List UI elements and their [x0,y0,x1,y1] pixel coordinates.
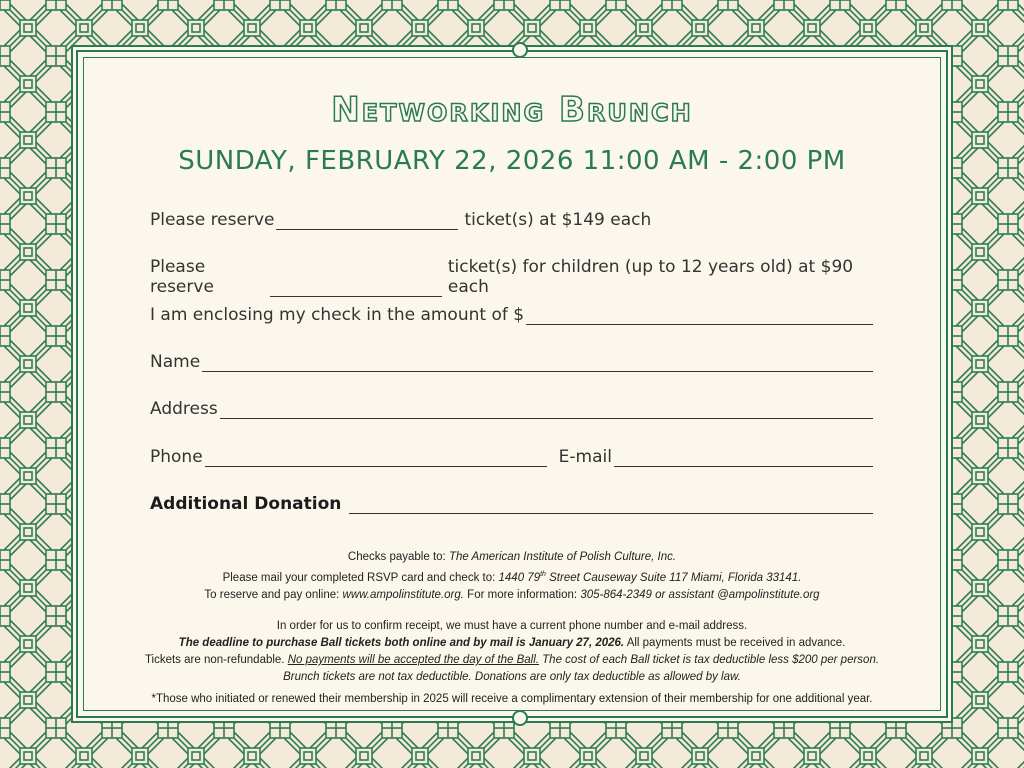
donation-field[interactable] [349,495,873,514]
nonrefund-text: Tickets are non-refundable. [144,654,285,666]
check-amount-label: I am enclosing my check in the amount of $ [150,305,525,325]
online-url-link[interactable]: www.ampolinstitute.org. [342,588,464,601]
address-line [150,399,875,419]
mail-address-suffix: th [540,571,546,578]
checks-payable-line [78,549,946,566]
deadline-rest: All payments must be received in advance. [626,637,846,649]
event-date-line: SUNDAY, FEBRUARY 22, 2026 11:00 AM - 2:00 PM [178,146,846,176]
rsvp-card [76,50,948,718]
reserve-child-prefix: Please reserve [150,257,214,297]
tax-ball-text: The cost of each Ball ticket is tax deductible less $200 per person. [542,654,880,666]
deadline-line [78,635,946,652]
checks-payable-prefix: Checks payable to: [347,551,446,563]
phone-label: Phone [150,447,203,467]
confirm-text: In order for us to confirm receipt, we must have a current phone number and e-mail address. [276,620,748,632]
event-title: Networking Brunch [331,90,693,130]
contact-line [150,447,875,467]
child-ticket-quantity-field[interactable] [270,278,442,297]
checks-payable-name: The American Institute of Polish Culture, Inc. [448,551,677,563]
more-info-contact: 305-864-2349 or assistant @ampolinstitute.org [580,588,820,601]
donation-label: Additional Donation [150,494,342,514]
reserve-adult-prefix: Please reserve [150,210,275,230]
online-prefix: To reserve and pay online: [204,588,340,601]
address-field[interactable] [220,400,873,419]
deadline-bold: The deadline to purchase Ball tickets both online and by mail is January 27, 2026. [178,637,625,649]
no-payments-text: No payments will be accepted the day of the Ball. [287,654,539,666]
adult-ticket-line [150,210,875,230]
membership-note: *Those who initiated or renewed their membership in 2025 will receive a complimentary extension of their membership for one additional year. [151,693,873,705]
email-field[interactable] [614,448,873,467]
payment-info [78,549,946,604]
phone-field[interactable] [205,448,547,467]
mail-address-number: 1440 79 [498,571,541,584]
online-line [78,587,946,604]
reserve-child-suffix: ticket(s) for children (up to 12 years old) at $90 each [447,257,854,297]
name-field[interactable] [202,353,873,372]
check-amount-field[interactable] [526,306,873,325]
tax-brunch-text: Brunch tickets are not tax deductible. Donations are only tax deductible as allowed by law. [283,671,741,683]
mail-address [499,572,802,584]
adult-ticket-quantity-field[interactable] [276,211,458,230]
top-ring-ornament [512,42,528,58]
child-ticket-line [150,257,875,297]
check-amount-line [150,305,875,325]
email-label: E-mail [558,447,612,467]
mail-line [78,566,946,587]
name-line [150,352,875,372]
reserve-adult-suffix: ticket(s) at $149 each [464,210,652,230]
more-info-prefix: For more information: [467,588,578,601]
terms-info [78,618,946,708]
mail-address-street: Street Causeway Suite 117 Miami, Florida 33141. [545,571,802,584]
donation-line [150,494,875,514]
refund-line [78,652,946,669]
name-label: Name [150,352,201,372]
bottom-ring-ornament [512,710,528,726]
address-label: Address [150,399,218,419]
mail-prefix: Please mail your completed RSVP card and check to: [222,571,496,584]
